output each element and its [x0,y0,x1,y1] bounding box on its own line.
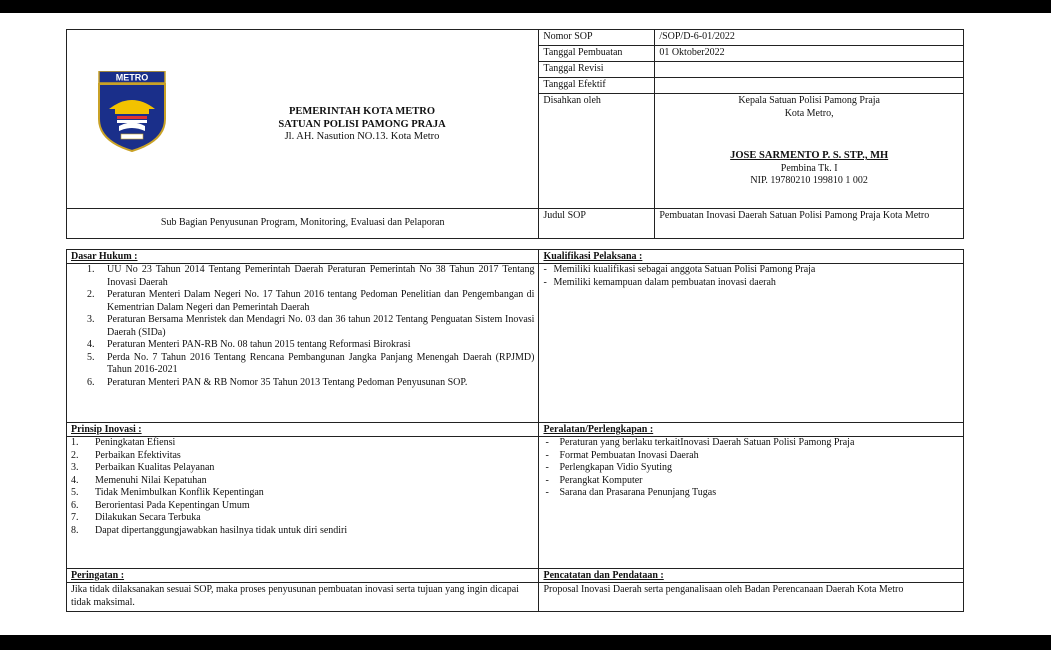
meta-label-tgl-efektif: Tanggal Efektif [539,78,655,94]
disahkan-label: Disahkan oleh [539,94,655,209]
list-item: 5. Tidak Menimbulkan Konflik Kepentingan [71,487,264,498]
metro-logo [97,71,167,158]
logo-text: METRO [115,72,149,83]
list-item: - Memiliki kemampuan dalam pembuatan inovasi daerah [543,276,776,288]
sop-header-table [66,29,964,239]
judul-sop-label: Judul SOP [539,209,655,239]
list-item: - Perlengkapan Vidio Syuting [545,462,673,473]
meta-value-tgl-revisi [655,62,964,78]
list-item: - Memiliki kualifikasi sebagai anggota Satuan Polisi Pamong Praja [543,264,816,275]
org-line2: SATUAN POLISI PAMONG PRAJA [278,118,446,130]
list-item: 6. Peraturan Menteri PAN & RB Nomor 35 Tahun 2013 Tentang Pedoman Penyusunan SOP. [87,376,468,388]
peralatan-cell [539,423,964,569]
signature-block [655,94,964,209]
prinsip-cell [67,423,539,569]
org-address: Jl. AH. Nasution NO.13. Kota Metro [284,131,440,142]
prinsip-list [67,437,538,537]
dasar-hukum-title: Dasar Hukum : [67,250,538,264]
signer-title: Kepala Satuan Polisi Pamong Praja [738,95,880,106]
document-page [0,13,1051,635]
list-item: 1. Peningkatan Efiensi [71,437,176,448]
meta-value-tgl-pembuatan: 01 Oktober2022 [655,46,964,62]
list-item: 3. Perbaikan Kualitas Pelayanan [71,462,215,473]
dasar-hukum-list [67,264,538,389]
list-item: 4. Peraturan Menteri PAN-RB No. 08 tahun 2015 tentang Reformasi Birokrasi [87,339,411,350]
peringatan-title: Peringatan : [67,569,538,583]
meta-value-tgl-efektif [655,78,964,94]
org-line1: PEMERINTAH KOTA METRO [288,106,436,117]
list-item: 4. Memenuhi Nilai Kepatuhan [71,474,207,486]
peralatan-list [539,437,963,500]
pencatatan-text: Proposal Inovasi Daerah serta penganalisaan oleh Badan Perencanaan Daerah Kota Metro [543,584,904,595]
peringatan-cell [67,569,539,612]
list-item: - Perangkat Komputer [545,474,643,486]
list-item: 1. UU No 23 Tahun 2014 Tentang Pemerintah Daerah Peraturan Pemerintah No 38 Tahun 2017 Tentang Inovasi Daerah [87,264,535,288]
peringatan-text: Jika tidak dilaksanakan sesuai SOP, maka proses penyusunan pembuatan inovasi serta tujuan yang ingin dicapai tidak maksimal. [71,584,519,608]
judul-sop-value: Pembuatan Inovasi Daerah Satuan Polisi Pamong Praja Kota Metro [655,209,964,239]
pencatatan-title: Pencatatan dan Pendataan : [539,569,963,583]
signer-nip: NIP. 19780210 199810 1 002 [750,175,868,186]
kualifikasi-list [539,264,963,289]
list-item: 6. Berorientasi Pada Kepentingan Umum [71,499,250,511]
meta-label-nomor: Nomor SOP [539,30,655,46]
list-item: 3. Peraturan Bersama Menristek dan Mendagri No. 03 dan 36 tahun 2012 Tentang Penguatan Sistem Inovasi Daerah (SIDa) [87,314,535,338]
list-item: 7. Dilakukan Secara Terbuka [71,512,201,523]
kualifikasi-cell [539,250,964,423]
list-item: 2. Peraturan Menteri Dalam Negeri No. 17 Tahun 2016 tentang Pedoman Penelitian dan Pengembangan di Kementrian Dalam Negeri dan Pemerintah Daerah [87,289,535,313]
dasar-hukum-cell [67,250,539,423]
sub-bagian: Sub Bagian Penyusunan Program, Monitoring, Evaluasi dan Pelaporan [67,209,539,239]
list-item: - Peraturan yang berlaku terkaitInovasi Daerah Satuan Polisi Pamong Praja [545,437,855,448]
letterhead-text [257,106,467,144]
signer-rank: Pembina Tk. I [780,162,838,174]
sop-body-table [66,249,964,612]
pencatatan-cell [539,569,964,612]
list-item: 2. Perbaikan Efektivitas [71,449,181,461]
list-item: - Sarana dan Prasarana Penunjang Tugas [545,487,717,498]
letterhead-cell [67,30,539,209]
signer-name: JOSE SARMENTO P. S. STP., MH [730,150,889,161]
meta-label-tgl-pembuatan: Tanggal Pembuatan [539,46,655,62]
list-item: 5. Perda No. 7 Tahun 2016 Tentang Rencana Pembangunan Jangka Panjang Menengah Daerah (RPJMD) Tahun 2016-2021 [87,351,535,375]
meta-label-tgl-revisi: Tanggal Revisi [539,62,655,78]
meta-value-nomor: /SOP/D-6-01/2022 [655,30,964,46]
signer-city: Kota Metro, [784,107,834,119]
list-item: 8. Dapat dipertanggungjawabkan hasilnya tidak untuk diri sendiri [71,524,348,536]
prinsip-title: Prinsip Inovasi : [67,423,538,437]
peralatan-title: Peralatan/Perlengkapan : [539,423,963,437]
list-item: - Format Pembuatan Inovasi Daerah [545,449,699,461]
kualifikasi-title: Kualifikasi Pelaksana : [539,250,963,264]
